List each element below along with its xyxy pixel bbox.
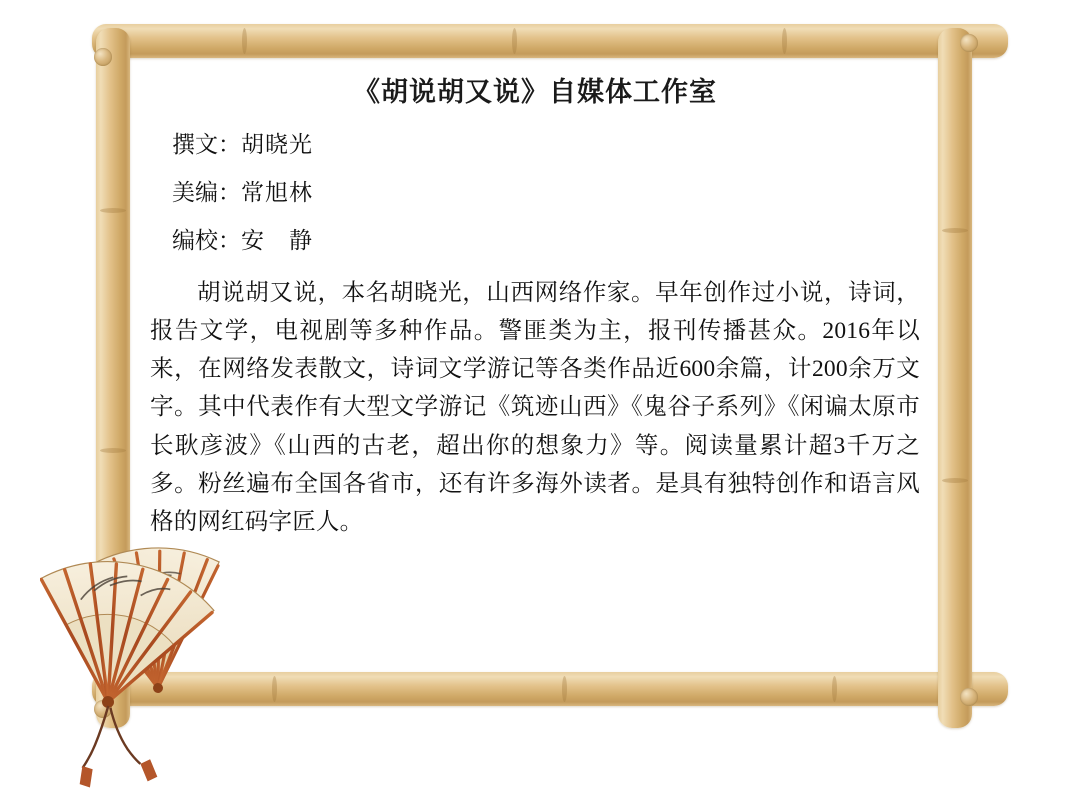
credit-label: 撰文： xyxy=(172,132,241,157)
page-title: 《胡说胡又说》自媒体工作室 xyxy=(353,77,717,107)
folding-fan-decoration xyxy=(40,540,370,790)
article-content xyxy=(150,70,920,541)
credit-label: 编校： xyxy=(172,227,241,253)
credit-value: 安 静 xyxy=(241,227,313,253)
credit-line-designer xyxy=(150,179,920,208)
bamboo-joint-bottom-right-icon xyxy=(960,688,978,706)
credit-value: 胡晓光 xyxy=(241,132,313,157)
bamboo-joint-top-left-icon xyxy=(94,48,112,66)
bamboo-frame-right xyxy=(938,28,972,728)
bamboo-frame-top xyxy=(92,24,1008,58)
credit-label: 美编： xyxy=(172,179,241,205)
author-biography: 胡说胡又说，本名胡晓光，山西网络作家。早年创作过小说，诗词，报告文学，电视剧等多种作品。警匪类为主，报刊传播甚众。2016年以来，在网络发表散文，诗词文学游记等各类作品近600余篇，计200余万文字。其中代表作有大型文学游记《筑迹山西》《鬼谷子系列》《闲谝太原市长耿彦波》《山西的古老，超出你的想象力》等。阅读量累计超3千万之多。粉丝遍布全国各省市，还有许多海外读者。是具有独特创作和语言风格的网红码字匠人。 xyxy=(150,280,920,535)
credit-line-writer xyxy=(150,131,920,160)
folding-fan-icon xyxy=(40,540,370,790)
bamboo-joint-top-right-icon xyxy=(960,34,978,52)
credit-line-editor xyxy=(150,227,920,256)
credit-value: 常旭林 xyxy=(241,179,313,205)
